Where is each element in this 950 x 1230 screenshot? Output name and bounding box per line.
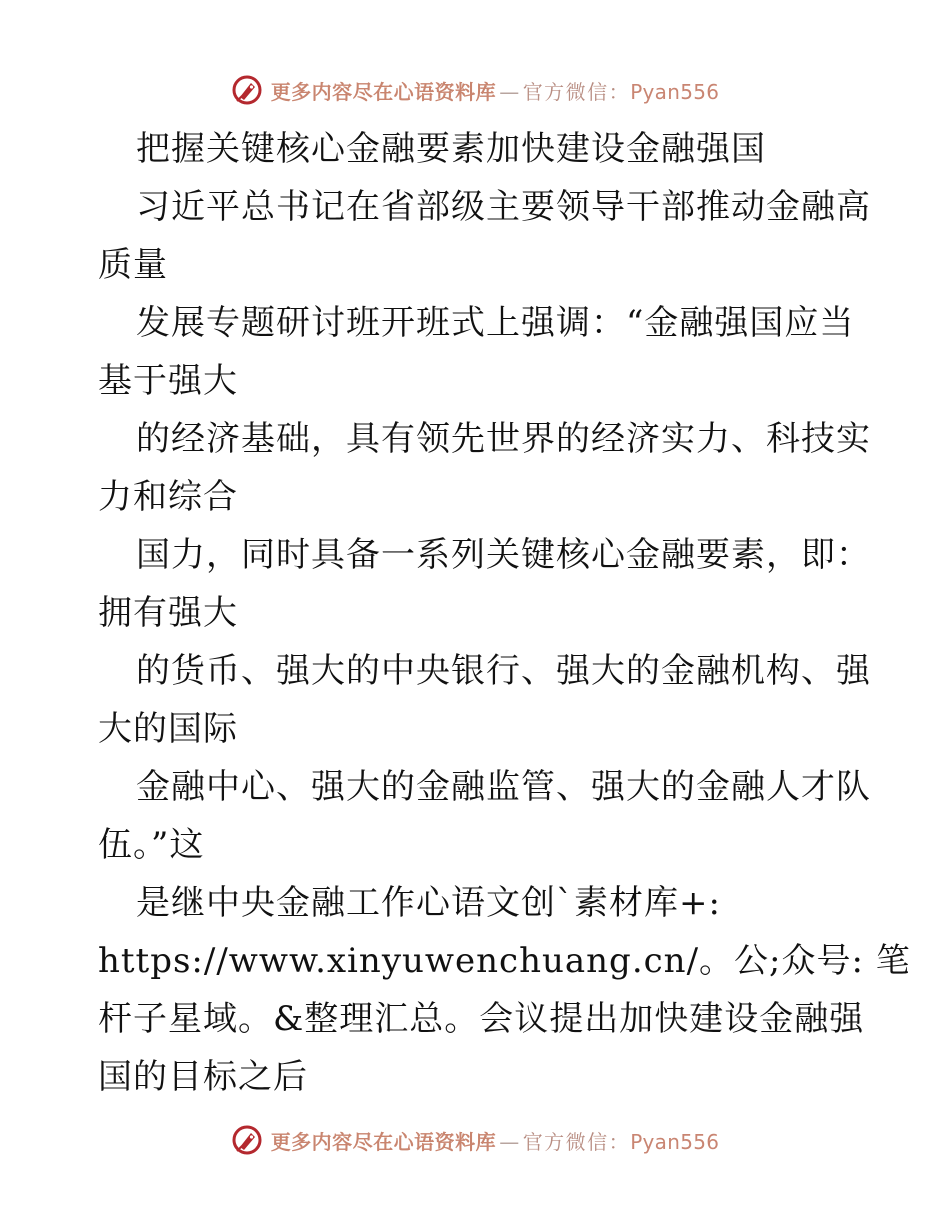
text-line: 力和综合 [98, 477, 238, 517]
text-line: 大的国际 [98, 709, 238, 749]
text-line: 的货币、强大的中央银行、强大的金融机构、强 [136, 651, 871, 691]
text-line: 发展专题研讨班开班式上强调：“金融强国应当 [136, 303, 855, 343]
text-line: 质量 [98, 245, 168, 285]
text-line: 国力，同时具备一系列关键核心金融要素，即： [136, 535, 871, 575]
text-line: 的经济基础，具有领先世界的经济实力、科技实 [136, 419, 871, 459]
text-line: 习近平总书记在省部级主要领导干部推动金融高 [136, 187, 871, 227]
document-title: 把握关键核心金融要素加快建设金融强国 [136, 129, 766, 169]
pen-logo-icon [231, 1124, 263, 1156]
footer-banner-text [271, 1126, 720, 1155]
header-banner-wechat-id: Pyan556 [630, 79, 720, 104]
text-line: 伍。”这 [98, 825, 205, 865]
text-line: 国的目标之后 [98, 1057, 308, 1097]
text-line: 基于强大 [98, 361, 238, 401]
document-body [98, 120, 911, 1106]
footer-banner-wechat-id: Pyan556 [630, 1129, 720, 1154]
header-banner [0, 70, 950, 110]
footer-banner-main: 更多内容尽在心语资料库 [270, 1129, 497, 1154]
header-banner-separator: — [499, 79, 520, 104]
url-line: https://www.xinyuwenchuang.cn/。公;众号: 笔 [98, 941, 911, 981]
footer-banner-separator: — [499, 1129, 520, 1154]
pen-logo-icon [231, 74, 263, 106]
footer-banner [0, 1120, 950, 1160]
text-line: 金融中心、强大的金融监管、强大的金融人才队 [136, 767, 871, 807]
text-line: 拥有强大 [98, 593, 238, 633]
header-banner-note: 官方微信： [522, 79, 631, 104]
text-line: 杆子星域。&整理汇总。会议提出加快建设金融强 [98, 999, 865, 1039]
header-banner-main: 更多内容尽在心语资料库 [270, 79, 497, 104]
text-line: 是继中央金融工作心语文创`素材库+: [136, 883, 721, 923]
header-banner-text [271, 76, 720, 105]
footer-banner-note: 官方微信： [522, 1129, 631, 1154]
